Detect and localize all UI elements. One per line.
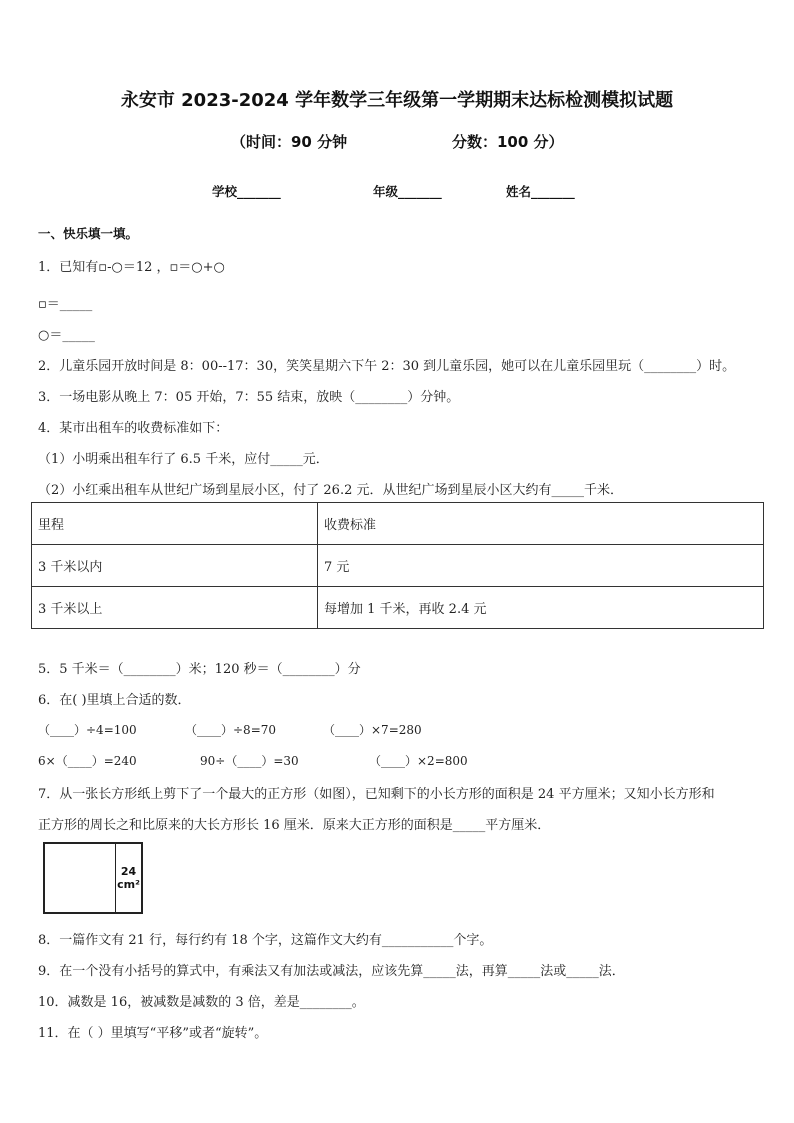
equation: （____）×7=280 xyxy=(323,723,422,737)
exam-time: （时间：90 分钟 xyxy=(231,133,348,151)
fee-table xyxy=(31,502,764,629)
question-7-line-1: 7．从一张长方形纸上剪下了一个最大的正方形（如图），已知剩下的小长方形的面积是 24 平方厘米；又知小长方形和 xyxy=(38,787,715,802)
equation: 90÷（____）=30 xyxy=(200,754,299,768)
equation: （____）÷8=70 xyxy=(185,723,277,737)
table-header-cell: 里程 xyxy=(32,503,318,545)
school-field: 学校_______ xyxy=(212,184,281,199)
question-6: 6．在( )里填上合适的数． xyxy=(38,693,191,708)
question-4-part-1: （1）小明乘出租车行了 6.5 千米，应付_____元． xyxy=(38,452,329,467)
question-1-blank-b: ○＝_____ xyxy=(38,328,95,343)
table-row xyxy=(32,587,764,629)
rectangle-figure xyxy=(43,842,143,914)
table-header-row xyxy=(32,503,764,545)
small-rectangle xyxy=(116,844,141,912)
question-9: 9．在一个没有小括号的算式中，有乘法又有加法或减法，应该先算_____法，再算_____法或_____法． xyxy=(38,964,625,979)
area-value: 24 xyxy=(120,865,137,878)
question-11: 11．在（ ）里填写“平移”或者“旋转”。 xyxy=(38,1026,268,1041)
question-7-line-2: 正方形的周长之和比原来的大长方形长 16 厘米．原来大正方形的面积是_____平方厘米． xyxy=(38,818,551,833)
grade-field: 年级_______ xyxy=(373,184,442,199)
question-3: 3．一场电影从晚上 7：05 开始，7：55 结束，放映（________）分钟。 xyxy=(38,390,460,405)
table-header-cell: 收费标准 xyxy=(318,503,764,545)
equation: 6×（____）=240 xyxy=(38,754,137,768)
table-cell: 每增加 1 千米，再收 2.4 元 xyxy=(318,587,764,629)
section-heading: 一、快乐填一填。 xyxy=(38,226,139,241)
question-8: 8．一篇作文有 21 行，每行约有 18 个字，这篇作文大约有___________个字。 xyxy=(38,933,493,948)
equation: （____）×2=800 xyxy=(369,754,468,768)
exam-score: 分数：100 分） xyxy=(452,133,564,151)
question-4-part-2: （2）小红乘出租车从世纪广场到星辰小区，付了 26.2 元．从世纪广场到星辰小区大约有_____千米． xyxy=(38,483,623,498)
question-1-blank-a: ▫＝_____ xyxy=(38,297,93,312)
question-4: 4．某市出租车的收费标准如下： xyxy=(38,421,229,436)
question-1: 1．已知有▫-○＝12 ，▫＝○+○ xyxy=(38,260,225,275)
question-5: 5．5 千米＝（________）米；120 秒＝（________）分 xyxy=(38,662,361,677)
table-cell: 7 元 xyxy=(318,545,764,587)
table-cell: 3 千米以上 xyxy=(32,587,318,629)
equation: （____）÷4=100 xyxy=(38,723,137,737)
page-title: 永安市 2023-2024 学年数学三年级第一学期期末达标检测模拟试题 xyxy=(120,90,674,111)
table-cell: 3 千米以内 xyxy=(32,545,318,587)
table-row xyxy=(32,545,764,587)
name-field: 姓名_______ xyxy=(506,184,575,199)
question-2: 2．儿童乐园开放时间是 8：00--17：30，笑笑星期六下午 2：30 到儿童乐园，她可以在儿童乐园里玩（________）时。 xyxy=(38,359,736,374)
question-10: 10．减数是 16，被减数是减数的 3 倍，差是________。 xyxy=(38,995,365,1010)
area-unit: cm² xyxy=(117,878,140,891)
